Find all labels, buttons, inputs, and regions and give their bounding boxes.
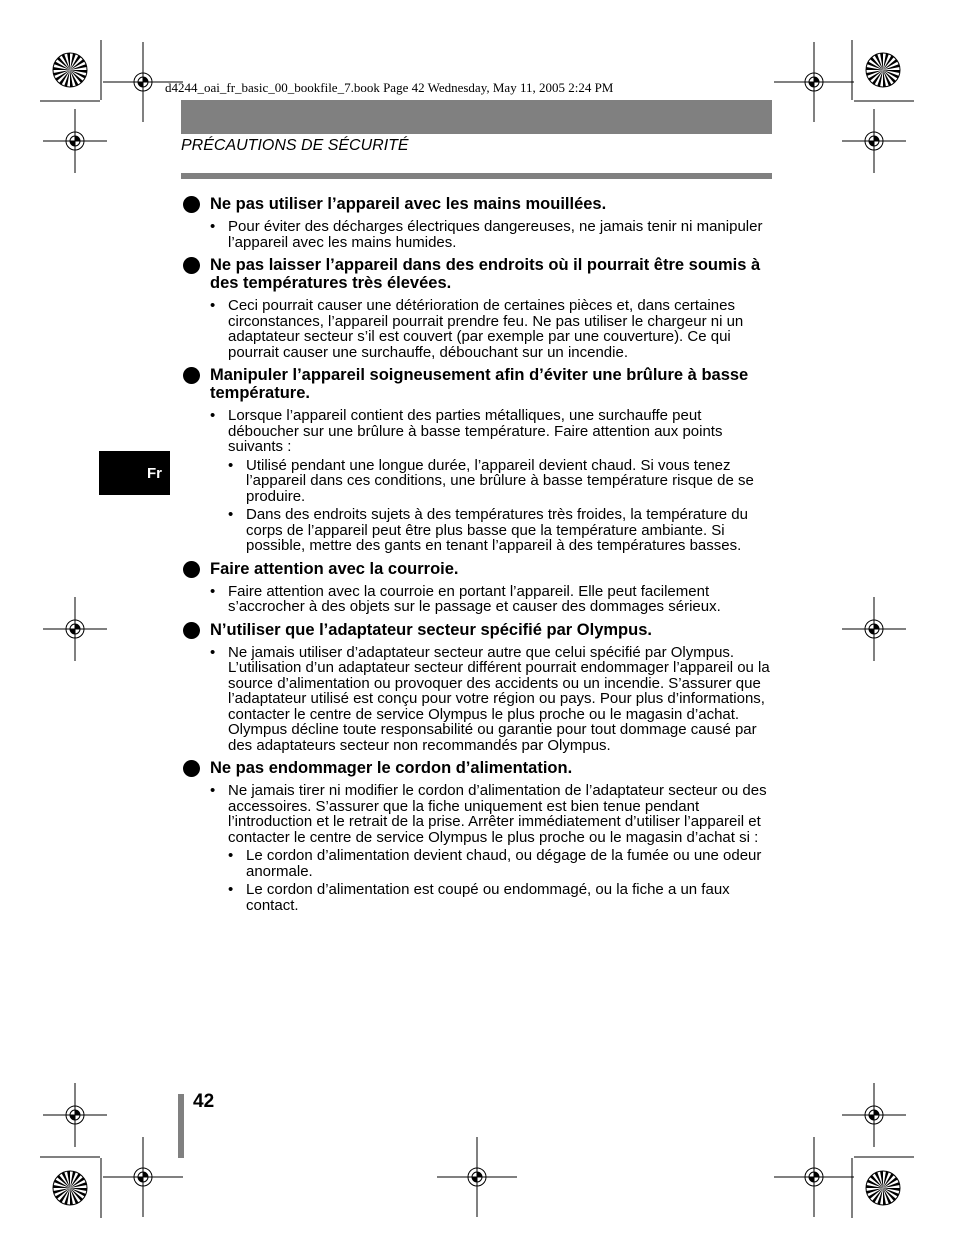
bullet-dot-icon — [183, 561, 200, 578]
section-title: PRÉCAUTIONS DE SÉCURITÉ — [181, 137, 409, 154]
sub-bullet-text: Utilisé pendant une longue durée, l’appareil devient chaud. Si vous tenez l’appareil dans ces conditions, une brûlure à basse température risque de se produire. — [246, 456, 754, 505]
section-heading-text: Ne pas endommager le cordon d’alimentation. — [210, 759, 573, 777]
safety-section — [181, 195, 773, 250]
bullet-dot-icon — [183, 760, 200, 777]
bullet-dot-icon — [183, 622, 200, 639]
section-heading — [181, 366, 773, 402]
safety-section — [181, 256, 773, 360]
bullet-dot-icon — [183, 367, 200, 384]
bullet-item: • Lorsque l’appareil contient des parties métalliques, une surchauffe peut déboucher sur une brûlure à basse température. Faire attention aux points suivants : — [210, 407, 723, 455]
bullet-text: Ne jamais tirer ni modifier le cordon d’alimentation de l’adaptateur secteur ou des accessoires. S’assurer que la fiche uniquement est bien tenue pendant l’introduction et le retrait de la prise. Arrêter immédiatement d’utiliser l’appareil et contacter le centre de service Olympus le plus proche ou le magasin d’achat si : — [228, 782, 767, 846]
header-rule — [181, 173, 772, 179]
bullet-dot-icon — [183, 196, 200, 213]
language-tab — [99, 451, 170, 495]
section-heading-text: Ne pas utiliser l’appareil avec les mains mouillées. — [210, 195, 607, 213]
section-heading-text: Manipuler l’appareil soigneusement afin d’éviter une brûlure à basse température. — [210, 366, 749, 402]
page-number: 42 — [193, 1091, 215, 1112]
sub-bullet-item: • Le cordon d’alimentation devient chaud, ou dégage de la fumée ou une odeur anormale. — [228, 847, 762, 880]
bullet-dot-icon — [183, 257, 200, 274]
safety-section — [181, 366, 773, 554]
sub-bullet-text: Le cordon d’alimentation devient chaud, ou dégage de la fumée ou une odeur anormale. — [246, 847, 762, 880]
sub-bullet-text: Dans des endroits sujets à des températures très froides, la température du corps de l’appareil peut être plus basse que la température ambiante. Si possible, mettre des gants en tenant l’appareil à des températures basses. — [246, 506, 748, 554]
section-heading — [181, 621, 773, 639]
bullet-text: Ceci pourrait causer une détérioration de certaines pièces et, dans certaines circonstances, l’appareil pourrait prendre feu. Ne pas utiliser le chargeur ni un adaptateur secteur s’il est couvert (par exemple par une couverture). Ce qui pourrait causer une surchauffe, débouchant sur un incendie. — [228, 297, 744, 361]
bullet-text: Pour éviter des décharges électriques dangereuses, ne jamais tenir ni manipuler l’appareil avec les mains humides. — [228, 218, 763, 251]
sub-bullet-item: • Utilisé pendant une longue durée, l’appareil devient chaud. Si vous tenez l’appareil dans ces conditions, une brûlure à basse température risque de se produire. — [228, 456, 754, 505]
bullet-item: • Faire attention avec la courroie en portant l’appareil. Elle peut facilement s’accrocher à des objets sur le passage et causer des dommages sérieux. — [210, 582, 721, 615]
bullet-item: • Ne jamais utiliser d’adaptateur secteur autre que celui spécifié par Olympus. L’utilisation d’un adaptateur secteur différent pourrait endommager l’appareil ou la source d’alimentation ou provoquer des accidents ou un incendie. S’assurer que l’adaptateur utilisé est conçu pour votre région ou pays. Pour plus d’informations, contacter le centre de service Olympus le plus proche ou le magasin d’achat. Olympus décline toute responsabilité ou garantie pour tout dommage causé par des adaptateurs secteur non recommandés par Olympus. — [210, 643, 770, 754]
bullet-text: Lorsque l’appareil contient des parties métalliques, une surchauffe peut déboucher sur une brûlure à basse température. Faire attention aux points suivants : — [228, 407, 723, 455]
bullet-item: • Pour éviter des décharges électriques dangereuses, ne jamais tenir ni manipuler l’appareil avec les mains humides. — [210, 218, 763, 251]
safety-section — [181, 621, 773, 754]
sub-bullet-item: • Dans des endroits sujets à des températures très froides, la température du corps de l’appareil peut être plus basse que la température ambiante. Si possible, mettre des gants en tenant l’appareil à des températures basses. — [228, 506, 748, 554]
bullet-item: • Ne jamais tirer ni modifier le cordon d’alimentation de l’adaptateur secteur ou des accessoires. S’assurer que la fiche uniquement est bien tenue pendant l’introduction et le retrait de la prise. Arrêter immédiatement d’utiliser l’appareil et contacter le centre de service Olympus le plus proche ou le magasin d’achat si : — [210, 782, 767, 846]
section-heading — [181, 256, 773, 292]
section-heading — [181, 560, 773, 578]
header-bar — [181, 100, 772, 134]
bullet-item: • Ceci pourrait causer une détérioration de certaines pièces et, dans certaines circonstances, l’appareil pourrait prendre feu. Ne pas utiliser le chargeur ni un adaptateur secteur s’il est couvert (par exemple par une couverture). Ce qui pourrait causer une surchauffe, débouchant sur un incendie. — [210, 297, 744, 361]
safety-content — [181, 189, 773, 913]
safety-section — [181, 560, 773, 615]
section-heading-text: Ne pas laisser l’appareil dans des endroits où il pourrait être soumis à des températures très élevées. — [210, 256, 761, 292]
safety-section — [181, 759, 773, 913]
sub-bullet-text: Le cordon d’alimentation est coupé ou endommagé, ou la fiche a un faux contact. — [246, 881, 730, 914]
sub-bullet-item: • Le cordon d’alimentation est coupé ou endommagé, ou la fiche a un faux contact. — [228, 881, 730, 914]
book-file-line: d4244_oai_fr_basic_00_bookfile_7.book Page 42 Wednesday, May 11, 2005 2:24 PM — [165, 80, 614, 95]
section-heading-text: N’utiliser que l’adaptateur secteur spécifié par Olympus. — [210, 620, 652, 639]
section-heading — [181, 195, 773, 213]
bullet-text: Ne jamais utiliser d’adaptateur secteur autre que celui spécifié par Olympus. L’utilisation d’un adaptateur secteur différent pourrait endommager l’appareil ou la source d’alimentation ou provoquer des accidents ou un incendie. S’assurer que l’adaptateur utilisé est conçu pour votre région ou pays. Pour plus d’informations, contacter le centre de service Olympus le plus proche ou le magasin d’achat. Olympus décline toute responsabilité ou garantie pour tout dommage causé par des adaptateurs secteur non recommandés par Olympus. — [228, 643, 770, 754]
section-heading — [181, 759, 773, 777]
language-tab-label: Fr — [147, 464, 162, 482]
section-heading-text: Faire attention avec la courroie. — [210, 559, 459, 578]
page-number-bar — [178, 1094, 184, 1158]
bullet-text: Faire attention avec la courroie en portant l’appareil. Elle peut facilement s’accrocher à des objets sur le passage et causer des dommages sérieux. — [228, 582, 721, 615]
